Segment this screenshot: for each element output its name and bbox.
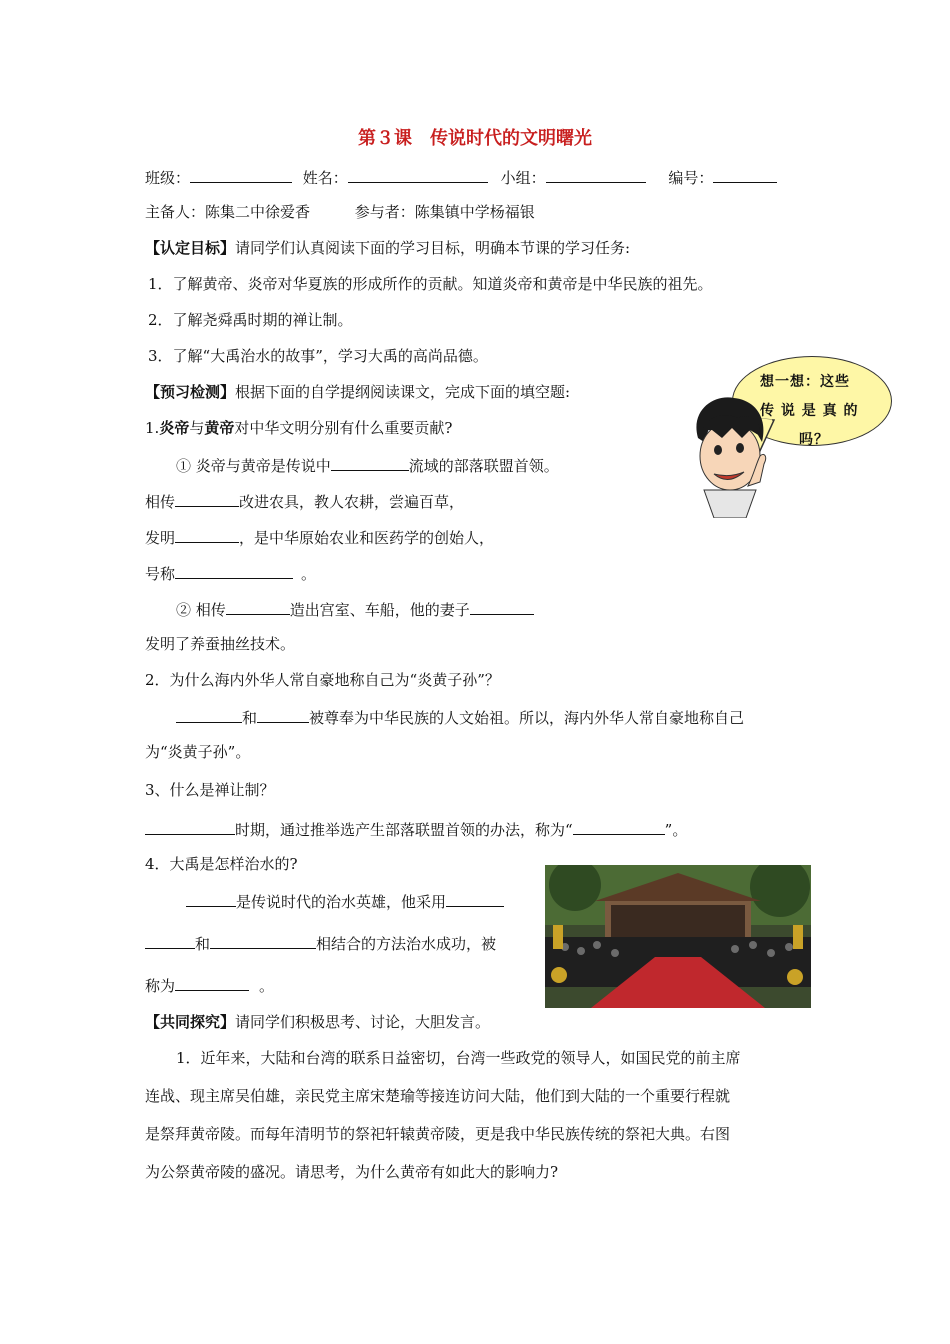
q1-line-2: [145, 490, 464, 512]
explore-header: [145, 1012, 490, 1032]
q4-line-3-text-b: 。: [259, 977, 275, 995]
class-blank[interactable]: [190, 166, 292, 183]
q1-line-6: 发明了养蚕抽丝技术。: [145, 635, 296, 653]
q4-line-3-text-a: 称为: [145, 977, 176, 995]
method-blank-1-cont[interactable]: [145, 932, 195, 949]
explore-heading: 【共同探究】: [145, 1013, 236, 1031]
bubble-line-2: 传 说 是 真 的: [760, 403, 859, 419]
bubble-line-3: 吗？: [799, 432, 829, 448]
q1-line-2-text-a: 相传: [145, 493, 176, 511]
q4-line-2: [145, 932, 496, 954]
bubble-line-1: 想一想：这些: [760, 374, 850, 390]
q3-line-1-end: ”。: [664, 821, 688, 839]
student-info-row: [145, 166, 777, 188]
method-blank-2[interactable]: [210, 932, 316, 949]
author-row: [145, 202, 535, 222]
name-blank[interactable]: [348, 166, 488, 183]
wife-blank[interactable]: [470, 598, 534, 615]
goals-intro: 请同学们认真阅读下面的学习目标，明确本节课的学习任务:: [235, 239, 631, 257]
q1-line-4: [145, 562, 316, 584]
q1-line-3-text-a: 发明: [145, 529, 176, 547]
explore-para-line-4: 为公祭黄帝陵的盛况。请思考，为什么黄帝有如此大的影响力?: [145, 1163, 559, 1181]
period-blank[interactable]: [145, 818, 235, 835]
river-blank[interactable]: [331, 454, 409, 471]
q1-line-1: [176, 454, 559, 476]
participant-text: 参与者：陈集镇中学杨福银: [354, 203, 535, 221]
ancestor-blank-2[interactable]: [257, 706, 309, 723]
q1-line-5-text-a: ② 相传: [176, 601, 226, 619]
goal-item-1: 1．了解黄帝、炎帝对华夏族的形成所作的贡献。知道炎帝和黄帝是中华民族的祖先。: [148, 275, 713, 293]
ancestor-blank-1[interactable]: [176, 706, 242, 723]
goal-item-2: 2．了解尧舜禹时期的禅让制。: [148, 311, 353, 329]
bubble-text: [760, 368, 868, 455]
q1-line-4-text-a: 号称: [145, 565, 176, 583]
question-1-yandi: 炎帝: [159, 419, 190, 437]
q2-line-1: [176, 706, 744, 728]
q1-line-3-text-b: ，是中华原始农业和医药学的创始人，: [239, 529, 495, 547]
invention-blank[interactable]: [175, 526, 239, 543]
preparer-text: 主备人：陈集二中徐爱香: [145, 203, 311, 221]
question-1-rest: 对中华文明分别有什么重要贡献?: [234, 419, 453, 437]
q4-line-1: [186, 890, 504, 912]
question-1: [145, 418, 452, 438]
lesson-title: 第３课 传说时代的文明曙光: [358, 128, 592, 149]
question-1-number: 1.: [145, 419, 160, 437]
q4-line-2-and: 和: [195, 935, 211, 953]
q1-line-4-text-b: 。: [301, 565, 317, 583]
q1-line-5-text-b: 造出宫室、车船，他的妻子: [289, 601, 470, 619]
q1-line-5: [176, 598, 534, 620]
number-blank[interactable]: [713, 166, 777, 183]
q4-line-3: [145, 974, 274, 996]
question-2: 2．为什么海内外华人常自豪地称自己为“炎黄子孙”？: [145, 671, 500, 689]
system-blank[interactable]: [573, 818, 665, 835]
goals-header: [145, 238, 630, 258]
q2-line-2: 为“炎黄子孙”。: [145, 743, 251, 761]
title-blank[interactable]: [175, 562, 293, 579]
goal-item-3: 3．了解“大禹治水的故事”，学习大禹的高尚品德。: [148, 347, 488, 365]
builder-blank[interactable]: [226, 598, 290, 615]
explore-intro: 请同学们积极思考、讨论，大胆发言。: [235, 1013, 491, 1031]
q2-line-1-and: 和: [242, 709, 258, 727]
question-3: 3、什么是禅让制？: [145, 781, 275, 799]
q1-line-2-text-b: 改进农具，教人农耕，尝遍百草，: [239, 493, 465, 511]
q4-line-1-text: 是传说时代的治水英雄，他采用: [236, 893, 447, 911]
question-1-and: 与: [189, 419, 205, 437]
hero-blank[interactable]: [186, 890, 236, 907]
group-label: 小组：: [500, 169, 546, 187]
explore-para-line-1: 1．近年来，大陆和台湾的联系日益密切，台湾一些政党的领导人，如国民党的前主席: [176, 1049, 741, 1067]
number-label: 编号：: [668, 169, 714, 187]
honor-blank[interactable]: [175, 974, 249, 991]
group-blank[interactable]: [546, 166, 646, 183]
question-1-huangdi: 黄帝: [204, 419, 235, 437]
goals-heading: 【认定目标】: [145, 239, 236, 257]
q1-line-1-text-b: 流域的部落联盟首领。: [408, 457, 559, 475]
preview-heading: 【预习检测】: [145, 383, 236, 401]
thinking-boy-illustration: [684, 390, 774, 518]
preview-intro: 根据下面的自学提纲阅读课文，完成下面的填空题:: [235, 383, 571, 401]
method-blank-1[interactable]: [446, 890, 504, 907]
explore-para-line-3: 是祭拜黄帝陵。而每年清明节的祭祀轩辕黄帝陵，更是我中华民族传统的祭祀大典。右图: [145, 1125, 731, 1143]
q3-line-1-text: 时期，通过推举选产生部落联盟首领的办法，称为“: [235, 821, 573, 839]
q4-line-2-text: 相结合的方法治水成功，被: [316, 935, 497, 953]
inventor-blank-1[interactable]: [175, 490, 239, 507]
question-4: 4．大禹是怎样治水的?: [145, 855, 298, 873]
q3-line-1: [145, 818, 687, 840]
name-label: 姓名：: [302, 169, 348, 187]
explore-para-line-2: 连战、现主席吴伯雄，亲民党主席宋楚瑜等接连访问大陆，他们到大陆的一个重要行程就: [145, 1087, 731, 1105]
preview-header: [145, 382, 570, 402]
class-label: 班级：: [145, 169, 191, 187]
huangdi-mausoleum-ceremony-photo: [545, 865, 811, 1008]
q1-line-1-text-a: ① 炎帝与黄帝是传说中: [176, 457, 331, 475]
q1-line-3: [145, 526, 494, 548]
q2-line-1-text: 被尊奉为中华民族的人文始祖。所以，海内外华人常自豪地称自己: [309, 709, 745, 727]
